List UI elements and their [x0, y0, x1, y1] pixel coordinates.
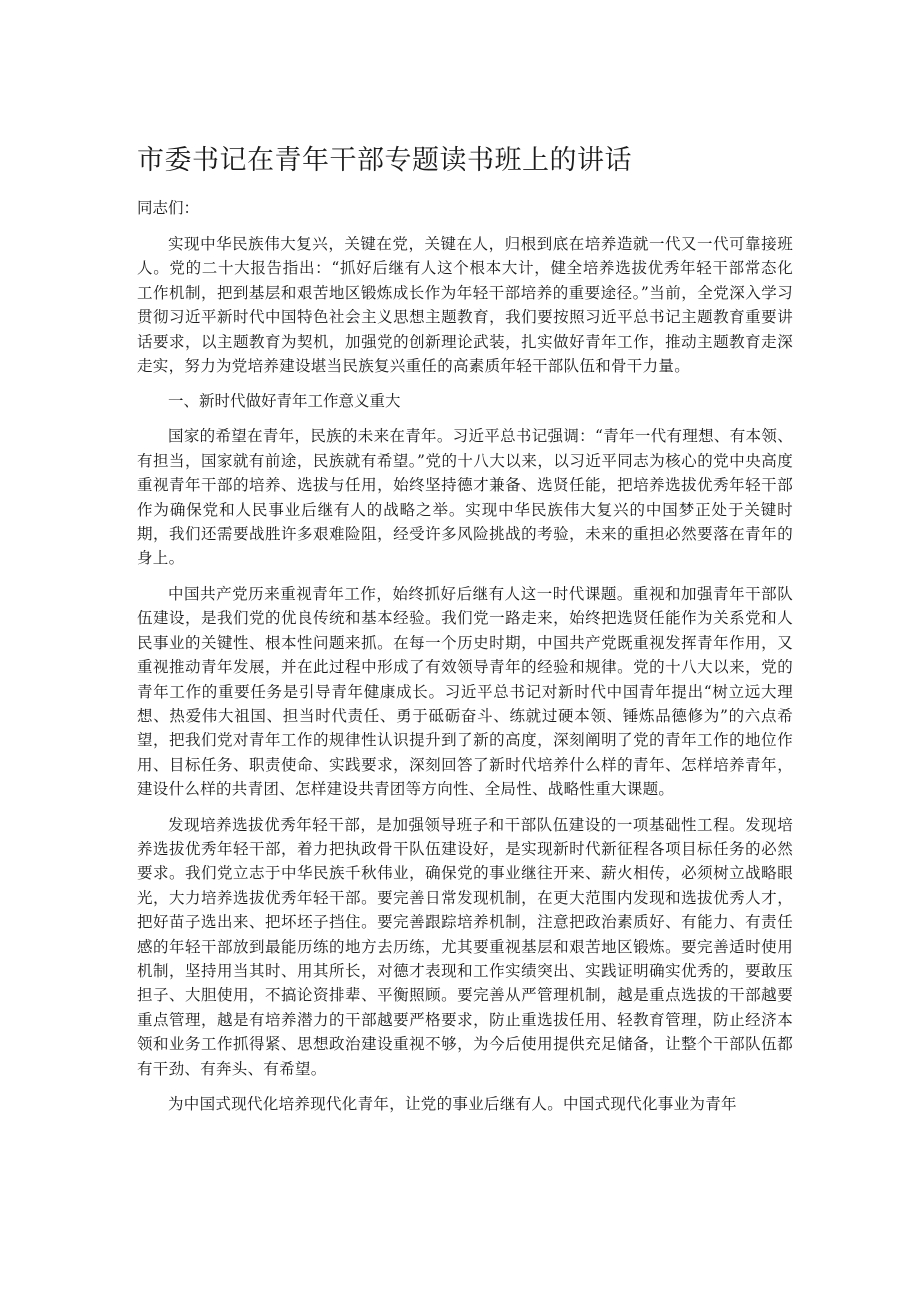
document-title: 市委书记在青年干部专题读书班上的讲话	[137, 145, 632, 176]
paragraph-youth-hope: 国家的希望在青年，民族的未来在青年。习近平总书记强调：“青年一代有理想、有本领、有担当，国家就有前途，民族就有希望。”党的十八大以来，以习近平同志为核心的党中央高度重视青年干部的培养、选拔与任用，始终坚持德才兼备、选贤任能，把培养选拔优秀年轻干部作为确保党和人民事业后继有人的战略之举。实现中华民族伟大复兴的中国梦正处于关键时期，我们还需要战胜许多艰难险阻，经受许多风险挑战的考验，未来的重担必然要落在青年的身上。	[137, 427, 793, 568]
paragraph-cadre-selection: 发现培养选拔优秀年轻干部，是加强领导班子和干部队伍建设的一项基础性工程。发现培养选拔优秀年轻干部，着力把执政骨干队伍建设好，是实现新时代新征程各项目标任务的必然要求。我们党立志于中华民族千秋伟业，确保党的事业继往开来、薪火相传，必须树立战略眼光，大力培养选拔优秀年轻干部。要完善日常发现机制，在更大范围内发现和选拔优秀人才，把好苗子选出来、把坏坯子挡住。要完善跟踪培养机制，注意把政治素质好、有能力、有责任感的年轻干部放到最能历练的地方去历练，尤其要重视基层和艰苦地区锻炼。要完善适时使用机制，坚持用当其时、用其所长，对德才表现和工作实绩突出、实践证明确实优秀的，要敢压担子、大胆使用，不搞论资排辈、平衡照顾。要完善从严管理机制，越是重点选拔的干部越要重点管理，越是有培养潜力的干部越要严格要求，防止重选拔任用、轻教育管理，防止经济本领和业务工作抓得紧、思想政治建设重视不够，为今后使用提供充足储备，让整个干部队伍都有干劲、有奔头、有希望。	[137, 815, 793, 1078]
paragraph-intro: 实现中华民族伟大复兴，关键在党，关键在人，归根到底在培养造就一代又一代可靠接班人。党的二十大报告指出：“抓好后继有人这个根本大计，健全培养选拔优秀年轻干部常态化工作机制，把到基层和艰苦地区锻炼成长作为年轻干部培养的重要途径。”当前，全党深入学习贯彻习近平新时代中国特色社会主义思想主题教育，我们要按照习近平总书记主题教育重要讲话要求，以主题教育为契机，加强党的创新理论武装，扎实做好青年工作，推动主题教育走深走实，努力为党培养建设堪当民族复兴重任的高素质年轻干部队伍和骨干力量。	[137, 235, 793, 376]
salutation: 同志们：	[137, 199, 200, 217]
paragraph-party-youth-work: 中国共产党历来重视青年工作，始终抓好后继有人这一时代课题。重视和加强青年干部队伍建设，是我们党的优良传统和基本经验。我们党一路走来，始终把选贤任能作为关系党和人民事业的关键性、根本性问题来抓。在每一个历史时期，中国共产党既重视发挥青年作用，又重视推动青年发展，并在此过程中形成了有效领导青年的经验和规律。党的十八大以来，党的青年工作的重要任务是引导青年健康成长。习近平总书记对新时代中国青年提出“树立远大理想、热爱伟大祖国、担当时代责任、勇于砥砺奋斗、练就过硬本领、锤炼品德修为”的六点希望，把我们党对青年工作的规律性认识提升到了新的高度，深刻阐明了党的青年工作的地位作用、目标任务、职责使命、实践要求，深刻回答了新时代培养什么样的青年、怎样培养青年，建设什么样的共青团、怎样建设共青团等方向性、全局性、战略性重大课题。	[137, 584, 793, 799]
section-heading-1: 一、新时代做好青年工作意义重大	[168, 392, 401, 411]
paragraph-modernization: 为中国式现代化培养现代化青年，让党的事业后继有人。中国式现代化事业为青年	[168, 1095, 737, 1113]
document-page	[137, 140, 793, 1127]
